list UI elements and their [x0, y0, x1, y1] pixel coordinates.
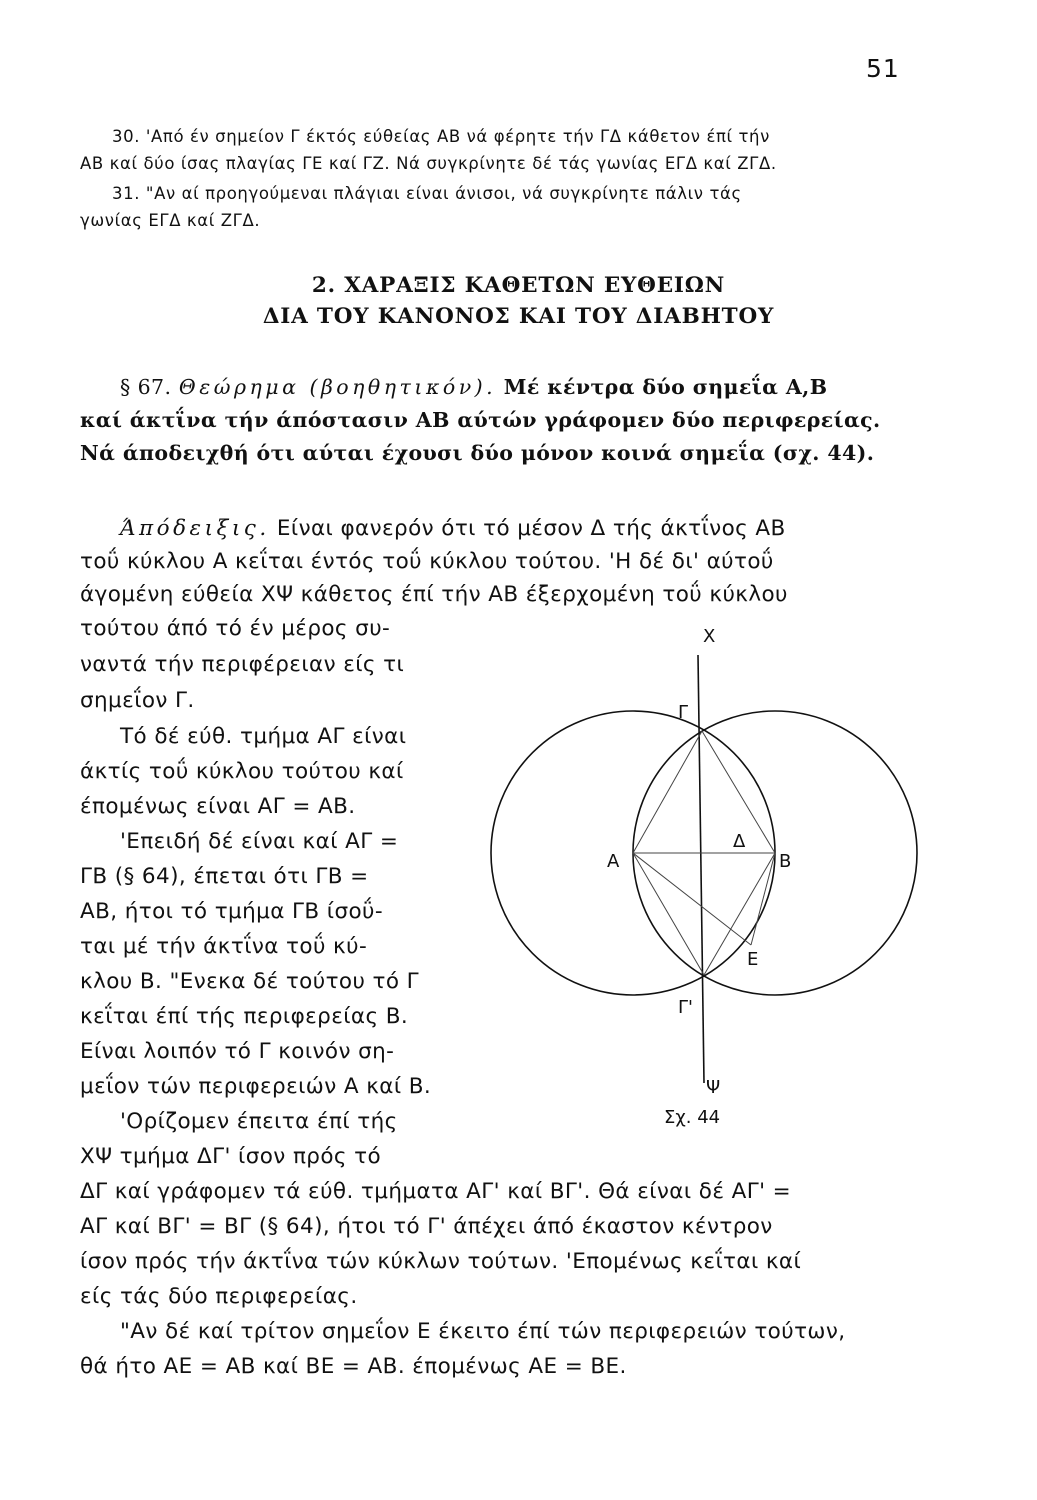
- proof-line-25: θά ήτο ΑΕ = ΑΒ καί ΒΕ = ΑΒ. έπομένως ΑΕ = ΒΕ.: [80, 1354, 627, 1379]
- perpendicular-xpsi: [698, 655, 704, 1083]
- proof-label: Άπόδειξις.: [120, 516, 270, 541]
- label-g: Γ: [678, 702, 689, 723]
- proof-line-1: [120, 514, 786, 544]
- segment-bg-prime: [704, 853, 775, 975]
- proof-line-11: ΓΒ (§ 64), έπεται ότι ΓΒ =: [80, 864, 369, 889]
- exercise-31-line-2: γωνίας ΕΓΔ καί ΖΓΔ.: [80, 211, 261, 230]
- proof-line-6: σημεΐον Γ.: [80, 688, 195, 713]
- proof-line-4: τούτου άπό τό έν μέρος συ-: [80, 616, 391, 641]
- proof-line-12: ΑΒ, ήτοι τό τμήμα ΓΒ ίσοΰ-: [80, 899, 384, 924]
- figure-caption: Σχ. 44: [664, 1107, 721, 1128]
- theorem-number: § 67.: [120, 375, 172, 399]
- section-title-line-2: ΔΙΑ ΤΟΥ ΚΑΝΟΝΟΣ ΚΑΙ ΤΟΥ ΔΙΑΒΗΤΟΥ: [262, 304, 775, 329]
- proof-line-18: 'Ορίζομεν έπειτα έπί τής: [120, 1109, 398, 1134]
- proof-line-8: άκτίς τοΰ κύκλου τούτου καί: [80, 759, 404, 784]
- segment-ae: [633, 853, 751, 945]
- segment-ag: [633, 731, 702, 853]
- proof-line-2: τοΰ κύκλου Α κεΐται έντός τοΰ κύκλου τούτου. 'Η δέ δι' αύτοΰ: [80, 549, 774, 574]
- theorem-line-2: καί άκτΐνα τήν άπόστασιν ΑΒ αύτών γράφομεν δύο περιφερείας.: [80, 408, 881, 432]
- proof-line-20: ΔΓ καί γράφομεν τά εύθ. τμήματα ΑΓ' καί ΒΓ'. Θά είναι δέ ΑΓ' =: [80, 1179, 792, 1204]
- label-b: Β: [779, 851, 792, 872]
- segment-ag-prime: [633, 853, 704, 975]
- proof-line-3: άγομένη εύθεία ΧΨ κάθετος έπί τήν ΑΒ έξερχομένη τοΰ κύκλου: [80, 582, 788, 607]
- page-number: 51: [866, 54, 900, 83]
- label-x: X: [703, 626, 716, 647]
- theorem-statement-1: Μέ κέντρα δύο σημεΐα Α,Β: [503, 375, 828, 399]
- label-g-prime: Γ': [678, 997, 693, 1018]
- proof-line-9: έπομένως είναι ΑΓ = ΑΒ.: [80, 794, 356, 819]
- proof-line-16: Είναι λοιπόν τό Γ κοινόν ση-: [80, 1039, 395, 1064]
- proof-line-23: είς τάς δύο περιφερείας.: [80, 1284, 358, 1309]
- proof-text-1: Είναι φανερόν ότι τό μέσον Δ τής άκτΐνος ΑΒ: [276, 516, 786, 541]
- proof-line-21: ΑΓ καί ΒΓ' = ΒΓ (§ 64), ήτοι τό Γ' άπέχει άπό έκαστον κέντρον: [80, 1214, 773, 1239]
- exercise-30-line-1: 30. 'Από έν σημείον Γ έκτός εύθείας ΑΒ νά φέρητε τήν ΓΔ κάθετον έπί τήν: [112, 127, 770, 146]
- theorem-line-1: [120, 372, 827, 402]
- proof-line-14: κλου Β. "Ενεκα δέ τούτου τό Γ: [80, 969, 420, 994]
- proof-line-22: ίσον πρός τήν άκτΐνα τών κύκλων τούτων. 'Επομένως κεΐται καί: [80, 1249, 802, 1274]
- section-title-line-1: 2. ΧΑΡΑΞΙΣ ΚΑΘΕΤΩΝ ΕΥΘΕΙΩΝ: [311, 273, 726, 298]
- figure-44: [470, 615, 940, 1135]
- label-e: Ε: [747, 949, 759, 970]
- label-d: Δ: [733, 831, 746, 852]
- exercise-31-line-1: 31. "Αν αί προηγούμεναι πλάγιαι είναι άνισοι, νά συγκρίνητε πάλιν τάς: [112, 184, 742, 203]
- theorem-label: Θεώρημα (βοηθητικόν).: [178, 375, 497, 399]
- proof-line-5: ναντά τήν περιφέρειαν είς τι: [80, 652, 405, 677]
- proof-line-19: ΧΨ τμήμα ΔΓ' ίσον πρός τό: [80, 1144, 382, 1169]
- proof-line-17: μεΐον τών περιφερειών Α καί Β.: [80, 1074, 432, 1099]
- proof-line-10: 'Επειδή δέ είναι καί ΑΓ =: [120, 829, 399, 854]
- label-psi: Ψ: [706, 1077, 721, 1098]
- segment-be: [751, 853, 775, 945]
- proof-line-15: κεΐται έπί τής περιφερείας Β.: [80, 1004, 409, 1029]
- proof-line-7: Τό δέ εύθ. τμήμα ΑΓ είναι: [120, 724, 407, 749]
- theorem-line-3: Νά άποδειχθή ότι αύται έχουσι δύο μόνον κοινά σημεΐα (σχ. 44).: [80, 441, 875, 465]
- exercise-30-line-2: ΑΒ καί δύο ίσας πλαγίας ΓΕ καί ΓΖ. Νά συγκρίνητε δέ τάς γωνίας ΕΓΔ καί ΖΓΔ.: [80, 154, 777, 173]
- label-a: Α: [607, 851, 620, 872]
- proof-line-13: ται μέ τήν άκτΐνα τοΰ κύ-: [80, 934, 368, 959]
- proof-line-24: "Αν δέ καί τρίτον σημεΐον Ε έκειτο έπί τών περιφερειών τούτων,: [120, 1319, 846, 1344]
